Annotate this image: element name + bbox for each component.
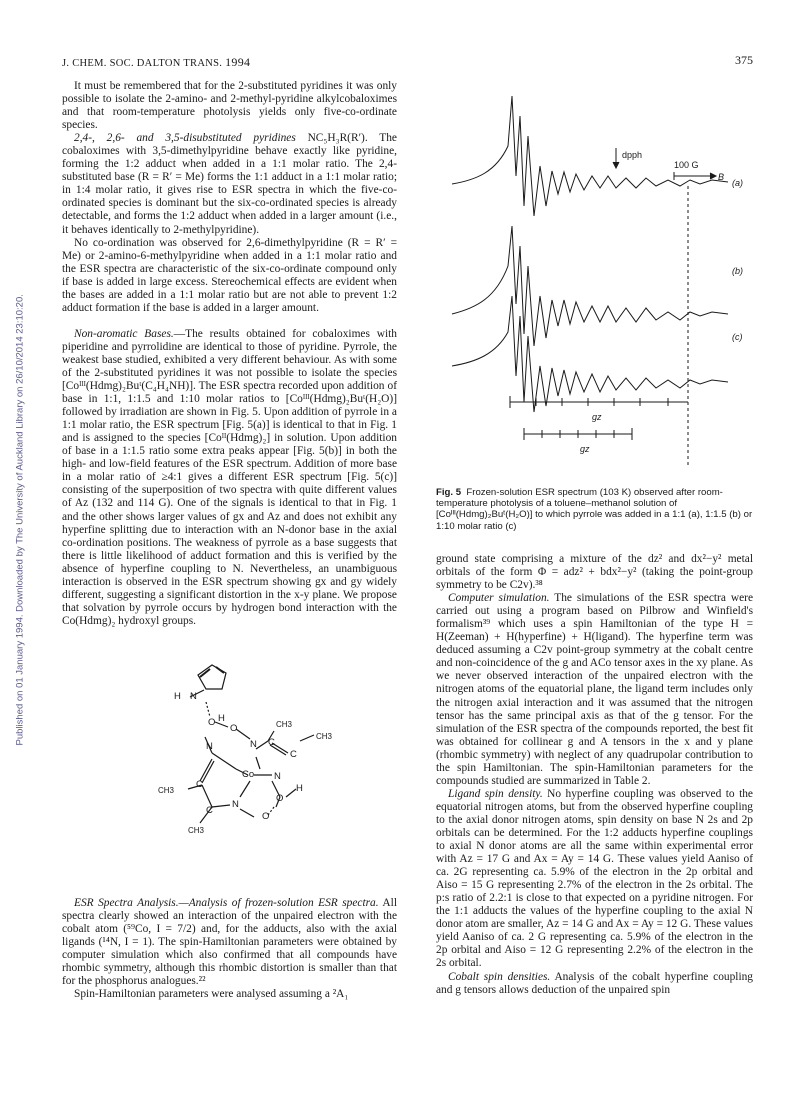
right-column bbox=[436, 553, 753, 997]
atom-label: CH3 bbox=[158, 786, 175, 795]
atom-label: N bbox=[190, 691, 197, 702]
paragraph: It must be remembered that for the 2-substituted pyridines it was only possible to isolate the 2-amino- and 2-methyl-pyridine alkylcobaloximes and that room-temperature photolysis yields only five-co-ordinate species. bbox=[62, 80, 397, 132]
atom-label: C bbox=[290, 749, 297, 760]
paragraph: ground state comprising a mixture of the dz² and dx²−y² metal orbitals of the form Φ = adz² + bdx²−y² (taking the point-group symmetry to be C2v).³⁸ bbox=[436, 553, 753, 592]
atom-label: N bbox=[232, 799, 239, 810]
paragraph: Spin-Hamiltonian parameters were analysed assuming a ²A₁ bbox=[74, 988, 349, 1001]
atom-label: N bbox=[206, 741, 213, 752]
atom-label: O bbox=[230, 723, 238, 734]
trace-label-c: (c) bbox=[732, 332, 743, 342]
atom-label: H bbox=[296, 783, 303, 794]
paragraph: 2,4-, 2,6- and 3,5-disubstituted pyridines NC₅H₃R(R′). The cobaloximes with 3,5-dimethylpyridine behave exactly like pyridine, forming the 1:2 adduct when added in a 1:1 molar ratio. The 2,4-substituted base (R = R′ = Me) forms the 1:1 adduct in a 1:1 molar ratio; in 1:4 molar ratio, it gives rise to ESR spectra in which the five-co-ordinated species is dominant but the six-co-ordinated species is already detectable, and forms the 1:2 adduct when added in a larger amount (i.e., it behaves identically to 2-methylpyridine). bbox=[62, 132, 397, 236]
atom-label: O bbox=[262, 811, 270, 822]
dpph-label: dpph bbox=[622, 150, 643, 160]
atom-label: O bbox=[276, 793, 284, 804]
download-notice[interactable]: Published on 01 January 1994. Downloaded by The University of Auckland Library on 26/10/2014 23:10:20. bbox=[14, 294, 26, 746]
gz-label: gz bbox=[592, 412, 602, 422]
left-column bbox=[62, 80, 397, 628]
figure-caption: Fig. 5 Frozen-solution ESR spectrum (103 K) observed after room-temperature photolysis of a toluene–methanol solution of [Coᴵᴵᴵ(Hdmg)₂Buᵗ(H₂O)] to which pyrrole was added in a 1:1 (a), 1:1.5 (b) or 1:10 molar ratio (c) bbox=[436, 487, 753, 532]
atom-label: CH3 bbox=[188, 826, 205, 835]
paragraph: Computer simulation. The simulations of the ESR spectra were carried out using a program based on Pilbrow and Winfield's formalism³⁹ which uses a spin Hamiltonian of the type H = H(Zeeman) + H(hyperfine) + H(ligand). The hyperfine term was deduced assuming a C2v point-group symmetry at the cobalt centre and non-coincidence of the g and ACo tensor axes in the xy plane. As we never observed interaction of the unpaired electron with the nitrogen atoms of the equatorial plane, the ligand term includes only the nitrogen axial interaction and it was assumed that the nitrogen tensor has the same principal axis as that of the g tensor. For the simulation of the ESR spectra of the compounds reported, the best fit was obtained for collinear g and A tensors in the x and y plane (rhombic symmetry) with neglect of any quadrupolar contribution to the spin Hamiltonian. The spin-Hamiltonian parameters for the compounds studied are summarized in Table 2. bbox=[436, 592, 753, 787]
page-number: 375 bbox=[735, 53, 753, 67]
atom-label: H bbox=[218, 713, 225, 724]
paragraph: Cobalt spin densities. Analysis of the cobalt hyperfine coupling and g tensors allows deduction of the unpaired spin bbox=[436, 970, 753, 996]
paragraph: No co-ordination was observed for 2,6-dimethylpyridine (R = R′ = Me) or 2-amino-6-methylpyridine when added in a 1:1 molar ratio and the ESR spectra are characteristic of the six-co-ordinate compound only if base is added in large excess. Stereochemical effects are evident when the bases are added in a 1:1 molar ratio but are not able to prevent 1:2 adduct formation if the base is added in a larger amount. bbox=[62, 236, 397, 314]
trace-label-a: (a) bbox=[732, 178, 743, 188]
atom-label: N bbox=[274, 771, 281, 782]
field-label: B bbox=[718, 172, 725, 182]
paragraph: Non-aromatic Bases.—The results obtained for cobaloximes with piperidine and pyrrolidine are identical to those of pyridine. Pyrrole, the weakest base studied, exhibited a very different behaviour. As with some of the 2-substituted pyridines it was not possible to isolate the species [Coᴵᴵᴵ(Hdmg)₂Buᵗ(C₄H₄NH)]. The ESR spectra recorded upon addition of base in 1:1, 1:1.5 and 1:10 molar ratios to [Coᴵᴵᴵ(Hdmg)₂Buᵗ(H₂O)] followed by irradiation are shown in Fig. 5. Upon addition of pyrrole in a 1:1 molar ratio, the ESR spectrum [Fig. 5(a)] is identical to that in Fig. 1 and is assigned to the species [Coᴵᴵ(Hdmg)₂] in solution. Upon addition of base in a 1:1.5 ratio some extra peaks appear [Fig. 5(b)] in both the high- and low-field features of the ESR spectrum. Addition of more base in a molar ratio of ≥4:1 gives a different ESR spectrum [Fig. 5(c)] consisting of the superposition of two spectra with quite different values of Az (132 and 114 G). One of the signals is identical to that in Fig. 1 and the other shows larger values of gx and Az and does not exhibit any hyperfine splitting due to interaction with an N-donor base in the axial co-ordination positions. The weakness of pyrrole as a base suggests that there is little likelihood of adduct formation and this is verified by the absence of hyperfine coupling to N. Nevertheless, an unambiguous interaction is observed in the ESR spectrum showing gx and gy widely different, suggesting a significant distortion in the x-y plane. We propose that solvation by pyrrole occurs by hydrogen bond interaction with the Co(Hdmg)₂ hydroxyl groups. bbox=[62, 327, 397, 627]
atom-label: CH3 bbox=[316, 732, 333, 741]
atom-label: C bbox=[196, 779, 203, 790]
spectrum-trace-b bbox=[452, 226, 728, 346]
paragraph: ESR Spectra Analysis.—Analysis of frozen-solution ESR spectra. All spectra clearly showed an interaction of the unpaired electron with the cobalt atom (⁵⁹Co, I = 7/2) and, for the adducts, also with the axial ligands (¹⁴N, I = 1). The spin-Hamiltonian parameters were obtained by computer simulation which also confirmed that all compounds have rhombic symmetry, although this rhombic distortion is smaller than that for the phosphorus analogues.²² bbox=[62, 897, 397, 988]
journal-year: 1994 bbox=[225, 55, 251, 69]
atom-label: O bbox=[208, 717, 216, 728]
scale-label: 100 G bbox=[674, 160, 699, 170]
spectrum-trace-c bbox=[452, 296, 728, 412]
atom-label: Co bbox=[242, 769, 255, 780]
esr-spectrum-figure bbox=[436, 76, 756, 476]
spectrum-trace-a bbox=[452, 96, 728, 216]
left-column-bottom bbox=[62, 897, 397, 1001]
journal-name: J. CHEM. SOC. DALTON TRANS. bbox=[62, 58, 223, 69]
pyrrole-cobaloxime-structure bbox=[150, 657, 360, 872]
atom-label: CH3 bbox=[276, 720, 293, 729]
paragraph: Ligand spin density. No hyperfine coupling was observed to the equatorial nitrogen atoms, but from the observed hyperfine coupling to the axial donor nitrogen atoms, spin density on base N 2s and 2p orbitals can be determined. For the 1:2 adducts hyperfine couplings to axial N donor atoms are all the same within experimental error with Az = 17 G and Ax = Ay = 14 G. These values yield Aaniso of ca. 2G representing ca. 5.9% of the electron in the 2p orbital and Aiso = 15 G representing 2.7% of the electron in the 2s orbital. The p:s ratio of 2.2:1 is close to that expected on a pyridine nitrogen. For the 1:1 adducts the values of the hyperfine coupling to the axial N donor atom are smaller, Az = 14 G and Ax = Ay = 12 G. These values yield Aaniso of ca. 2 G representing ca. 5.9% of the electron in the 2p orbital and Aiso = 12 G representing 2.2% of the electron in the 2s orbital. bbox=[436, 787, 753, 970]
pyrrole-ring bbox=[198, 665, 226, 689]
gz-label: gz bbox=[580, 444, 590, 454]
atom-label: H bbox=[174, 691, 181, 702]
trace-label-b: (b) bbox=[732, 266, 743, 276]
atom-label: N bbox=[250, 739, 257, 750]
atom-label: C bbox=[206, 805, 213, 816]
running-header bbox=[62, 55, 250, 70]
atom-label: C bbox=[268, 737, 275, 748]
